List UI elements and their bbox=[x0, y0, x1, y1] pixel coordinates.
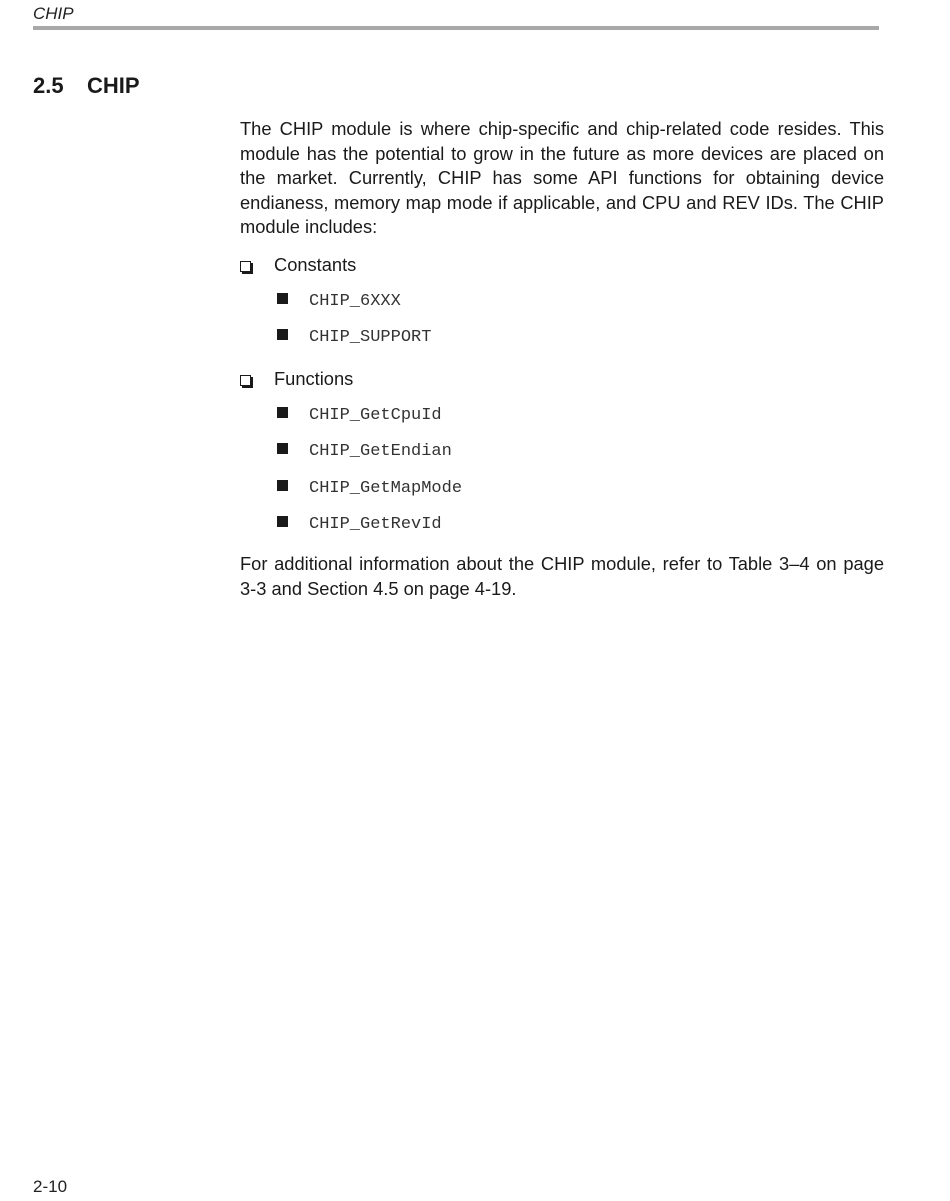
square-bullet-icon bbox=[277, 329, 288, 340]
square-bullet-icon bbox=[277, 293, 288, 304]
section-title: CHIP bbox=[87, 73, 140, 98]
code-identifier: CHIP_GetMapMode bbox=[309, 478, 463, 498]
box-bullet-icon bbox=[240, 375, 251, 386]
code-identifier: CHIP_GetCpuId bbox=[309, 405, 442, 425]
code-identifier: CHIP_6XXX bbox=[309, 291, 401, 311]
sub-list-item bbox=[276, 504, 884, 540]
box-bullet-icon bbox=[240, 261, 251, 272]
constants-sub-list bbox=[240, 281, 884, 354]
list-item-constants bbox=[240, 253, 884, 277]
code-identifier: CHIP_SUPPORT bbox=[309, 328, 432, 348]
intro-paragraph: The CHIP module is where chip-specific and chip-related code resides. This module has the potential to grow in the future as more devices are placed on the market. Currently, CHIP has some API functions for obtaining device endianess, memory map mode if applicable, and CPU and REV IDs. The CHIP module includes: bbox=[240, 118, 884, 238]
square-bullet-icon bbox=[277, 407, 288, 418]
sub-list-item bbox=[276, 468, 884, 504]
sub-list-item bbox=[276, 317, 884, 353]
list-item-label: Functions bbox=[274, 367, 354, 389]
sub-list-item bbox=[276, 281, 884, 317]
code-identifier: CHIP_GetRevId bbox=[309, 514, 442, 534]
list-item-functions bbox=[240, 367, 884, 391]
sub-list-item bbox=[276, 431, 884, 467]
section-number: 2.5 bbox=[33, 73, 64, 98]
functions-sub-list bbox=[240, 395, 884, 541]
square-bullet-icon bbox=[277, 480, 288, 491]
code-identifier: CHIP_GetEndian bbox=[309, 442, 452, 462]
list-item-label: Constants bbox=[274, 253, 357, 275]
body-column bbox=[240, 117, 884, 602]
sub-list-item bbox=[276, 395, 884, 431]
running-header: CHIP bbox=[33, 4, 74, 23]
square-bullet-icon bbox=[277, 443, 288, 454]
section-heading bbox=[33, 73, 140, 99]
closing-paragraph: For additional information about the CHIP module, refer to Table 3–4 on page 3-3 and Section 4.5 on page 4-19. bbox=[240, 553, 884, 599]
square-bullet-icon bbox=[277, 516, 288, 527]
page-number: 2-10 bbox=[33, 1177, 68, 1196]
header-rule bbox=[33, 26, 879, 30]
